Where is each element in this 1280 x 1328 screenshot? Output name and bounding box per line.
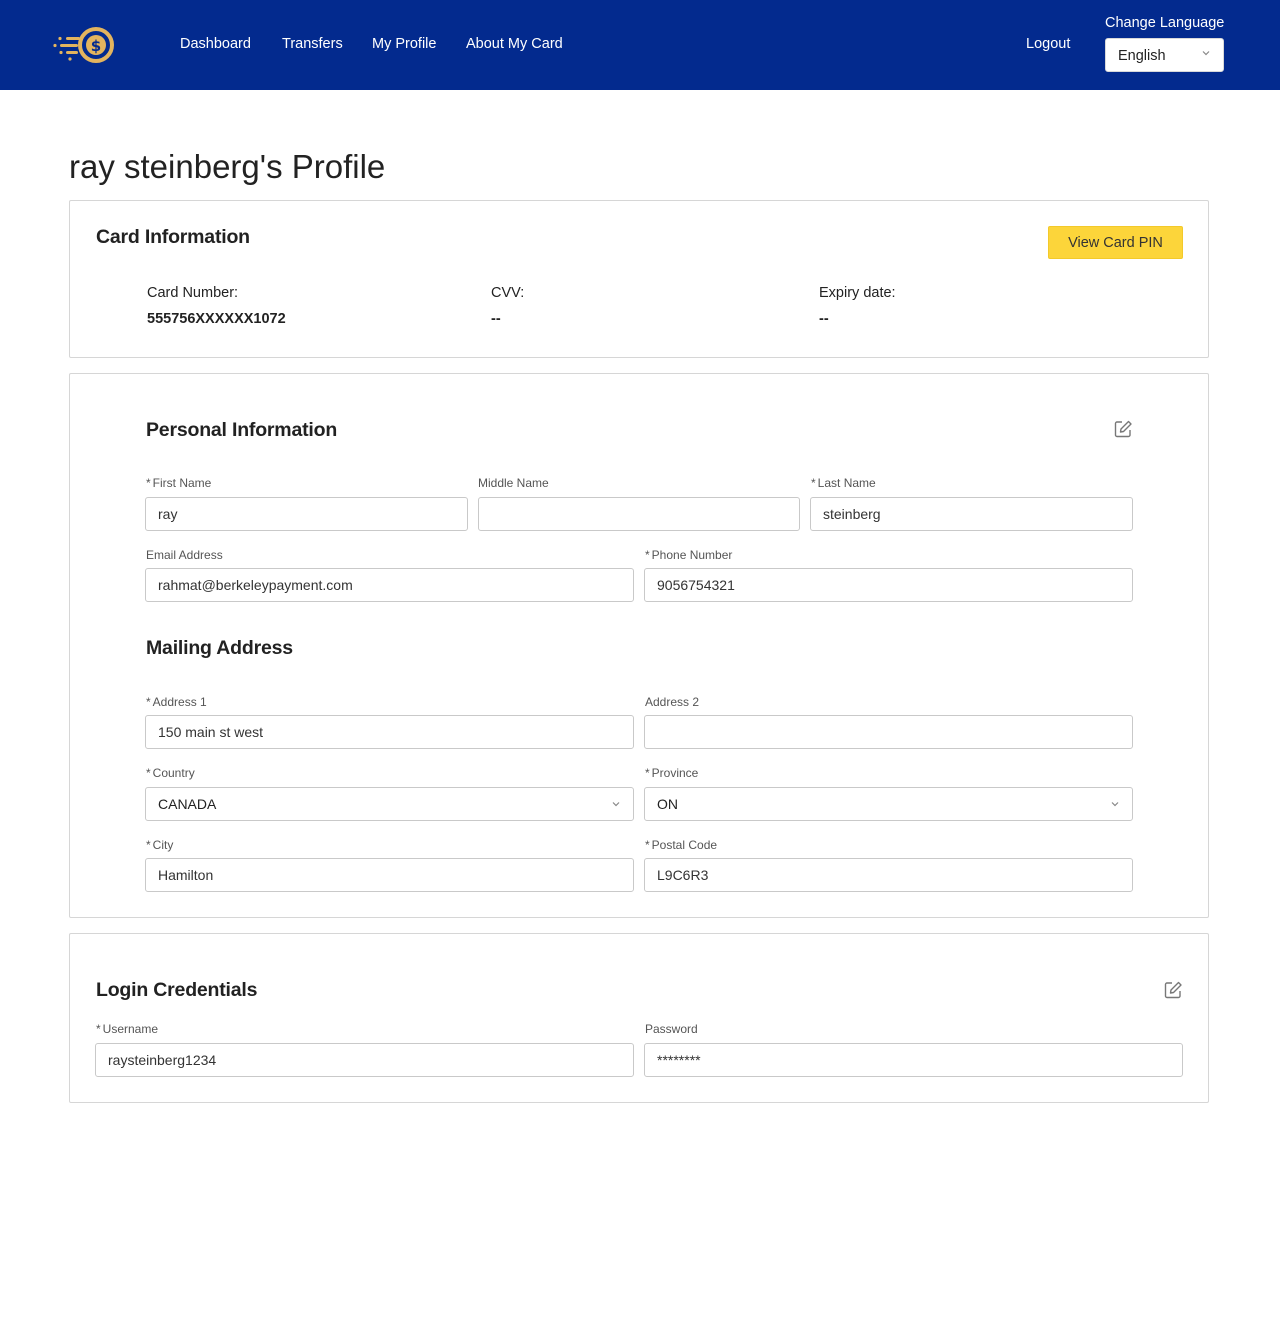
country-selected-value: CANADA xyxy=(158,796,217,812)
city-label-text: City xyxy=(152,838,174,852)
chevron-down-icon xyxy=(1110,799,1120,809)
required-marker: * xyxy=(96,1022,101,1036)
cvv-value: -- xyxy=(491,311,501,327)
postal-code-label-text: Postal Code xyxy=(651,838,718,852)
language-select[interactable] xyxy=(1105,38,1224,72)
required-marker: * xyxy=(645,838,650,852)
cvv-label: CVV: xyxy=(491,285,525,301)
city-label xyxy=(146,838,173,852)
last-name-label-text: Last Name xyxy=(817,476,876,490)
nav-my-profile[interactable]: My Profile xyxy=(372,36,437,52)
login-credentials-panel xyxy=(69,933,1209,1103)
email-address-label: Email Address xyxy=(146,548,223,562)
username-label xyxy=(96,1022,158,1036)
phone-number-label-text: Phone Number xyxy=(651,548,733,562)
card-number-label: Card Number: xyxy=(147,285,239,301)
last-name-label xyxy=(811,476,876,490)
phone-number-label xyxy=(645,548,732,562)
required-marker: * xyxy=(146,838,151,852)
required-marker: * xyxy=(645,548,650,562)
address-1-label xyxy=(146,695,207,709)
mailing-address-title: Mailing Address xyxy=(146,637,293,659)
chevron-down-icon xyxy=(611,799,621,809)
card-number-value: 555756XXXXXX1072 xyxy=(147,311,286,327)
country-label xyxy=(146,766,195,780)
email-field[interactable] xyxy=(145,568,634,602)
nav-transfers[interactable]: Transfers xyxy=(282,36,343,52)
first-name-label xyxy=(146,476,211,490)
postal-code-field[interactable] xyxy=(644,858,1133,892)
expiry-date-value: -- xyxy=(819,311,829,327)
province-select[interactable] xyxy=(644,787,1133,821)
password-field[interactable] xyxy=(644,1043,1183,1077)
first-name-field[interactable] xyxy=(145,497,468,531)
svg-text:$: $ xyxy=(90,37,102,55)
required-marker: * xyxy=(146,766,151,780)
dollar-coin-logo-icon[interactable] xyxy=(52,25,118,65)
required-marker: * xyxy=(146,695,151,709)
card-information-title: Card Information xyxy=(96,226,250,248)
logout-link[interactable]: Logout xyxy=(1026,36,1071,52)
first-name-label-text: First Name xyxy=(152,476,212,490)
address-1-field[interactable] xyxy=(145,715,634,749)
address-2-field[interactable] xyxy=(644,715,1133,749)
nav-dashboard[interactable]: Dashboard xyxy=(180,36,251,52)
postal-code-label xyxy=(645,838,717,852)
nav-about-my-card[interactable]: About My Card xyxy=(466,36,563,52)
province-label xyxy=(645,766,698,780)
country-label-text: Country xyxy=(152,766,195,780)
change-language-label: Change Language xyxy=(1105,15,1225,31)
language-selected-value: English xyxy=(1118,48,1166,64)
required-marker: * xyxy=(645,766,650,780)
city-field[interactable] xyxy=(145,858,634,892)
username-field[interactable] xyxy=(95,1043,634,1077)
country-select[interactable] xyxy=(145,787,634,821)
phone-number-field[interactable] xyxy=(644,568,1133,602)
address-1-label-text: Address 1 xyxy=(152,695,207,709)
middle-name-field[interactable] xyxy=(478,497,800,531)
top-nav-bar xyxy=(0,0,1280,90)
page-title: ray steinberg's Profile xyxy=(69,148,386,185)
username-label-text: Username xyxy=(102,1022,159,1036)
expiry-date-label: Expiry date: xyxy=(819,285,896,301)
personal-information-panel xyxy=(69,373,1209,918)
required-marker: * xyxy=(811,476,816,490)
address-2-label: Address 2 xyxy=(645,695,700,709)
province-label-text: Province xyxy=(651,766,699,780)
view-card-pin-button[interactable]: View Card PIN xyxy=(1048,226,1183,259)
edit-icon[interactable] xyxy=(1113,419,1133,439)
middle-name-label: Middle Name xyxy=(478,476,549,490)
personal-information-title: Personal Information xyxy=(146,419,338,441)
edit-icon[interactable] xyxy=(1163,980,1183,1000)
card-information-panel xyxy=(69,200,1209,358)
last-name-field[interactable] xyxy=(810,497,1133,531)
required-marker: * xyxy=(146,476,151,490)
password-label: Password xyxy=(645,1022,698,1036)
login-credentials-title: Login Credentials xyxy=(96,979,258,1001)
chevron-down-icon xyxy=(1201,48,1211,58)
province-selected-value: ON xyxy=(657,796,678,812)
